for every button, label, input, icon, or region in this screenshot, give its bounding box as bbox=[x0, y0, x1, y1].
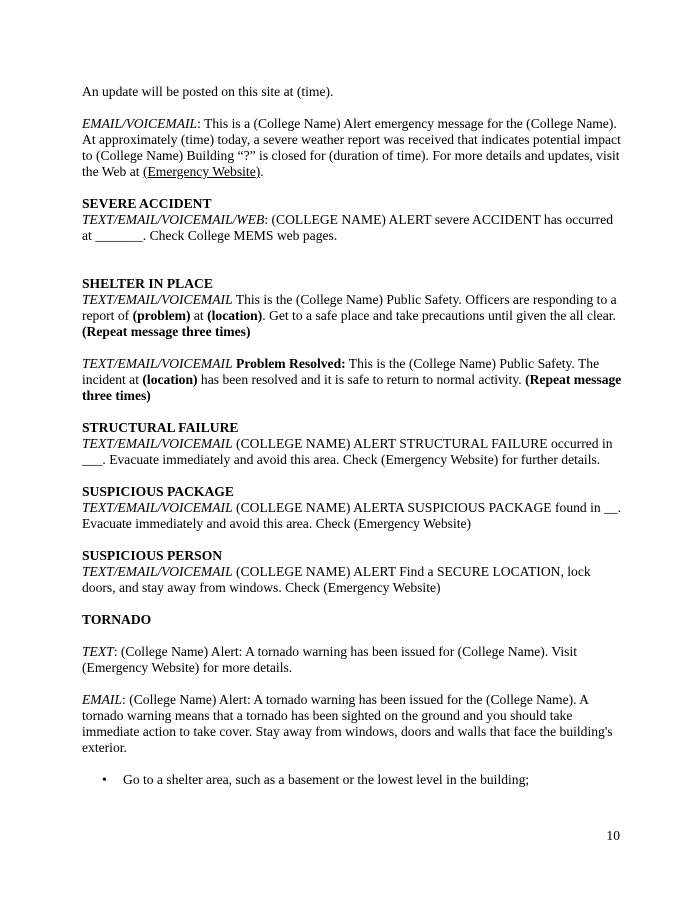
problem-resolved-message bbox=[82, 356, 622, 404]
tornado-text-message bbox=[82, 644, 622, 676]
list-item bbox=[82, 772, 622, 788]
message-channel-label: TEXT/EMAIL/VOICEMAIL bbox=[82, 564, 233, 579]
suspicious-package-message bbox=[82, 500, 622, 532]
message-text: has been resolved and it is safe to return to normal activity. bbox=[197, 372, 526, 387]
message-text: This is the (College Name) Public Safety. The incident at bbox=[82, 356, 600, 387]
message-channel-label: EMAIL bbox=[82, 692, 123, 707]
problem-resolved-label: Problem Resolved: bbox=[232, 356, 346, 371]
section-heading-suspicious-package: SUSPICIOUS PACKAGE bbox=[82, 484, 234, 499]
section-heading-suspicious-person: SUSPICIOUS PERSON bbox=[82, 548, 223, 563]
message-text: : This is a (College Name) Alert emergency message for the (College Name). At approximately (time) today, a severe weather report was received that indicates potential impact to (College Name) Building “?” is closed for (duration of time). For more details and updates, visit the Web at bbox=[82, 116, 621, 179]
section-heading-tornado: TORNADO bbox=[82, 612, 152, 627]
section-heading-severe-accident: SEVERE ACCIDENT bbox=[82, 196, 212, 211]
message-channel-label: TEXT/EMAIL/VOICEMAIL bbox=[82, 436, 233, 451]
message-channel-label: TEXT/EMAIL/VOICEMAIL bbox=[82, 292, 233, 307]
document-page bbox=[82, 84, 622, 788]
message-text: (COLLEGE NAME) ALERT STRUCTURAL FAILURE occurred in ___. Evacuate immediately and avoid this area. Check (Emergency Website) for further details. bbox=[82, 436, 613, 467]
placeholder-location: (location) bbox=[207, 308, 263, 323]
placeholder-problem: (problem) bbox=[132, 308, 191, 323]
message-text: : (COLLEGE NAME) ALERT severe ACCIDENT has occurred at _______. Check College MEMS web pages. bbox=[82, 212, 613, 243]
update-notice: An update will be posted on this site at (time). bbox=[82, 84, 334, 99]
weather-email-message bbox=[82, 116, 622, 180]
message-text: This is the (College Name) Public Safety. Officers are responding to a report of bbox=[82, 292, 617, 323]
shelter-in-place-message bbox=[82, 292, 622, 340]
message-text: at bbox=[190, 308, 208, 323]
placeholder-location: (location) bbox=[142, 372, 198, 387]
message-channel-label: TEXT/EMAIL/VOICEMAIL bbox=[82, 356, 233, 371]
repeat-instruction: (Repeat message three times) bbox=[82, 324, 251, 339]
message-text: (COLLEGE NAME) ALERTA SUSPICIOUS PACKAGE found in __. Evacuate immediately and avoid this area. Check (Emergency Website) bbox=[82, 500, 622, 531]
structural-failure-message bbox=[82, 436, 622, 468]
message-text: . Get to a safe place and take precautions until given the all clear. bbox=[262, 308, 616, 323]
suspicious-person-message bbox=[82, 564, 622, 596]
message-channel-label: TEXT bbox=[82, 644, 114, 659]
severe-accident-message bbox=[82, 212, 622, 244]
message-channel-label: TEXT/EMAIL/VOICEMAIL bbox=[82, 500, 233, 515]
bullet-icon: • bbox=[102, 772, 107, 787]
repeat-instruction: (Repeat message three times) bbox=[82, 372, 622, 403]
message-text: . bbox=[260, 164, 264, 179]
list-item-text: Go to a shelter area, such as a basement or the lowest level in the building; bbox=[123, 772, 530, 787]
message-text: (COLLEGE NAME) ALERT Find a SECURE LOCATION, lock doors, and stay away from windows. Check (Emergency Website) bbox=[82, 564, 591, 595]
message-text: : (College Name) Alert: A tornado warning has been issued for the (College Name). A tornado warning means that a tornado has been sighted on the ground and you should take immediate action to take cover. Stay away from windows, doors and walls that face the building's exterior. bbox=[82, 692, 613, 755]
emergency-website-link[interactable]: (Emergency Website) bbox=[142, 164, 261, 179]
message-channel-label: EMAIL/VOICEMAIL bbox=[82, 116, 198, 131]
tornado-email-message bbox=[82, 692, 622, 756]
section-heading-structural-failure: STRUCTURAL FAILURE bbox=[82, 420, 239, 435]
message-text: : (College Name) Alert: A tornado warning has been issued for (College Name). Visit (Emergency Website) for more details. bbox=[82, 644, 578, 675]
section-heading-shelter-in-place: SHELTER IN PLACE bbox=[82, 276, 213, 291]
message-channel-label: TEXT/EMAIL/VOICEMAIL/WEB bbox=[82, 212, 265, 227]
page-number: 10 bbox=[606, 828, 620, 843]
